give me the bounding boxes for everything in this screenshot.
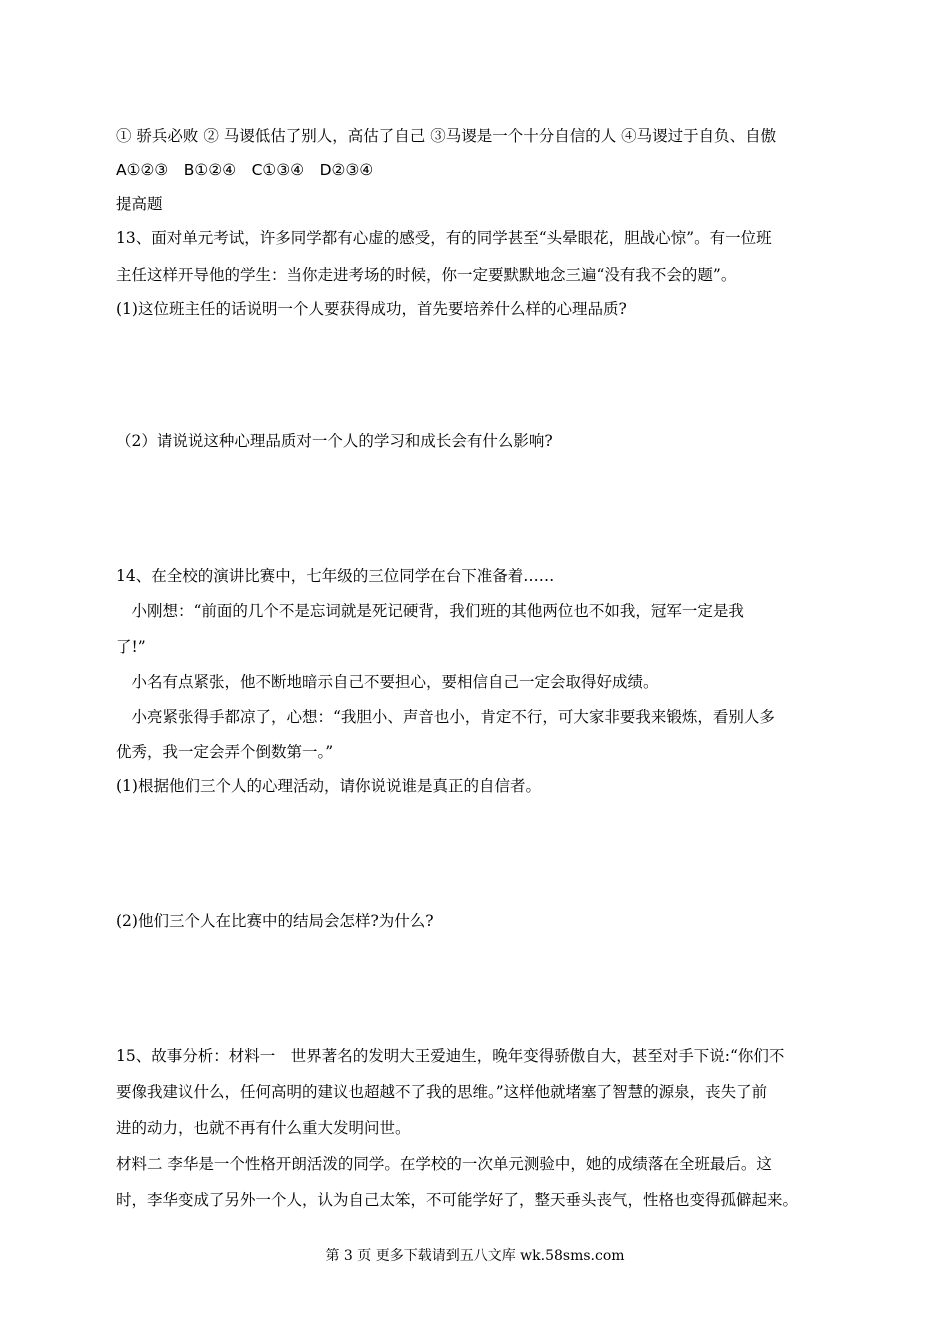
page-footer: 第 3 页 更多下载请到五八文库 wk.58sms.com bbox=[325, 1248, 625, 1264]
question-14-sub-2: (2)他们三个人在比赛中的结局会怎样?为什么? bbox=[116, 912, 434, 930]
question-14-line-4: 小名有点紧张，他不断地暗示自己不要担心，要相信自己一定会取得好成绩。 bbox=[116, 673, 659, 691]
question-13-sub-2: （2）请说说这种心理品质对一个人的学习和成长会有什么影响? bbox=[116, 432, 553, 450]
question-14-line-3: 了!” bbox=[116, 638, 146, 656]
section-heading: 提高题 bbox=[116, 195, 163, 213]
question-15-line-5: 时，李华变成了另外一个人，认为自己太笨，不可能学好了，整天垂头丧气，性格也变得孤僻起来。 bbox=[116, 1191, 799, 1209]
question-13-line-1: 13、面对单元考试，许多同学都有心虚的感受，有的同学甚至“头晕眼花，胆战心惊”。有一位班 bbox=[116, 229, 772, 247]
question-15-line-1: 15、故事分析：材料一 世界著名的发明大王爱迪生，晚年变得骄傲自大，甚至对手下说:“你们不 bbox=[116, 1047, 785, 1065]
question-13-sub-1: (1)这位班主任的话说明一个人要获得成功，首先要培养什么样的心理品质? bbox=[116, 300, 627, 318]
answer-choices: A①②③ B①②④ C①③④ D②③④ bbox=[116, 161, 374, 179]
options-line: ① 骄兵必败 ② 马谡低估了别人，高估了自己 ③马谡是一个十分自信的人 ④马谡过于自负、自傲 bbox=[116, 127, 777, 145]
question-15-line-3: 进的动力，也就不再有什么重大发明问世。 bbox=[116, 1119, 411, 1137]
question-14-line-1: 14、在全校的演讲比赛中，七年级的三位同学在台下准备着…… bbox=[116, 567, 555, 585]
question-14-line-2: 小刚想：“前面的几个不是忘词就是死记硬背，我们班的其他两位也不如我，冠军一定是我 bbox=[116, 602, 744, 620]
question-14-line-5: 小亮紧张得手都凉了，心想：“我胆小、声音也小，肯定不行，可大家非要我来锻炼，看别人多 bbox=[116, 708, 775, 726]
question-14-line-6: 优秀，我一定会弄个倒数第一。” bbox=[116, 743, 334, 761]
question-15-line-4: 材料二 李华是一个性格开朗活泼的同学。在学校的一次单元测验中，她的成绩落在全班最后。这 bbox=[116, 1155, 772, 1173]
question-13-line-2: 主任这样开导他的学生：当你走进考场的时候，你一定要默默地念三遍“没有我不会的题”。 bbox=[116, 266, 737, 284]
question-14-sub-1: (1)根据他们三个人的心理活动，请你说说谁是真正的自信者。 bbox=[116, 777, 541, 795]
question-15-line-2: 要像我建议什么，任何高明的建议也超越不了我的思维。”这样他就堵塞了智慧的源泉，丧失了前 bbox=[116, 1083, 768, 1101]
